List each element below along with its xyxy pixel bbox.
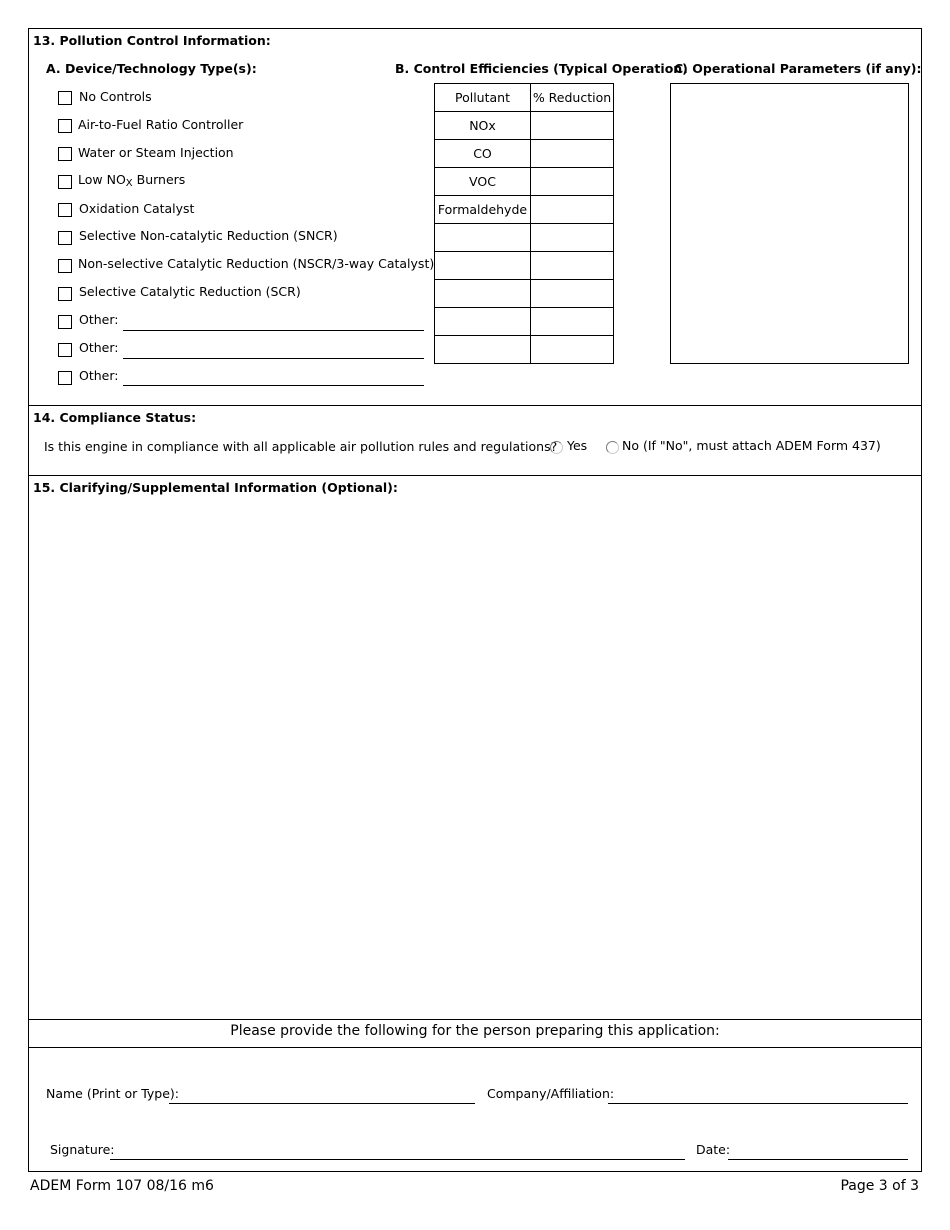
supplemental-info-input[interactable]	[30, 500, 920, 1016]
other-1-checkbox[interactable]	[58, 315, 72, 329]
pollutant-input[interactable]	[435, 308, 531, 336]
section-divider	[28, 1047, 922, 1048]
sncr-label: Selective Non-catalytic Reduction (SNCR)	[79, 228, 338, 243]
table-row	[435, 112, 614, 140]
other-2-label: Other:	[79, 340, 119, 355]
form-id: ADEM Form 107 08/16 m6	[30, 1178, 214, 1194]
compliance-yes-radio[interactable]	[550, 441, 563, 454]
name-label: Name (Print or Type):	[46, 1086, 180, 1101]
reduction-input[interactable]	[531, 336, 614, 364]
scr-checkbox[interactable]	[58, 287, 72, 301]
other-2-input[interactable]	[123, 358, 424, 359]
table-row	[435, 308, 614, 336]
section-15-title: 15. Clarifying/Supplemental Information (Optional):	[33, 480, 398, 495]
other-3-label: Other:	[79, 368, 119, 383]
pollutant-header: Pollutant	[435, 84, 531, 112]
section-14-title: 14. Compliance Status:	[33, 410, 197, 425]
air-fuel-ratio-label: Air-to-Fuel Ratio Controller	[78, 117, 244, 132]
table-row	[435, 196, 614, 224]
pollutant-cell: CO	[435, 140, 531, 168]
compliance-no-radio[interactable]	[606, 441, 619, 454]
other-3-checkbox[interactable]	[58, 371, 72, 385]
table-row	[435, 224, 614, 252]
table-row	[435, 280, 614, 308]
section-divider	[28, 1019, 922, 1020]
date-input[interactable]	[728, 1159, 908, 1160]
company-label: Company/Affiliation:	[487, 1086, 615, 1101]
device-type-heading: A. Device/Technology Type(s):	[46, 61, 257, 76]
section-13-title: 13. Pollution Control Information:	[33, 33, 271, 48]
oxidation-catalyst-label: Oxidation Catalyst	[79, 201, 195, 216]
pollutant-input[interactable]	[435, 336, 531, 364]
reduction-input[interactable]	[531, 112, 614, 140]
nscr-label: Non-selective Catalytic Reduction (NSCR/3-way Catalyst)	[78, 256, 435, 271]
reduction-input[interactable]	[531, 196, 614, 224]
water-steam-injection-label: Water or Steam Injection	[78, 145, 234, 160]
table-row	[435, 336, 614, 364]
table-row	[435, 140, 614, 168]
reduction-input[interactable]	[531, 280, 614, 308]
compliance-question: Is this engine in compliance with all applicable air pollution rules and regulations?	[44, 439, 558, 454]
signature-input[interactable]	[110, 1159, 685, 1160]
other-1-input[interactable]	[123, 330, 424, 331]
reduction-header: % Reduction	[531, 84, 614, 112]
pollutant-cell: VOC	[435, 168, 531, 196]
reduction-input[interactable]	[531, 168, 614, 196]
scr-label: Selective Catalytic Reduction (SCR)	[79, 284, 301, 299]
low-nox-burners-checkbox[interactable]	[58, 175, 72, 189]
table-header-row	[435, 84, 614, 112]
nscr-checkbox[interactable]	[58, 259, 72, 273]
no-controls-label: No Controls	[79, 89, 152, 104]
table-row	[435, 252, 614, 280]
control-efficiencies-table	[434, 83, 614, 364]
oxidation-catalyst-checkbox[interactable]	[58, 203, 72, 217]
sncr-checkbox[interactable]	[58, 231, 72, 245]
table-row	[435, 168, 614, 196]
name-input[interactable]	[169, 1103, 475, 1104]
other-1-label: Other:	[79, 312, 119, 327]
pollutant-cell: NOx	[435, 112, 531, 140]
reduction-input[interactable]	[531, 308, 614, 336]
no-controls-checkbox[interactable]	[58, 91, 72, 105]
other-3-input[interactable]	[123, 385, 424, 386]
water-steam-injection-checkbox[interactable]	[58, 147, 72, 161]
page-number: Page 3 of 3	[840, 1178, 919, 1194]
reduction-input[interactable]	[531, 224, 614, 252]
pollutant-input[interactable]	[435, 224, 531, 252]
air-fuel-ratio-checkbox[interactable]	[58, 119, 72, 133]
operational-parameters-input[interactable]	[670, 83, 909, 364]
pollutant-input[interactable]	[435, 280, 531, 308]
control-efficiencies-heading: B. Control Efficiencies (Typical Operation)	[395, 61, 688, 76]
low-nox-burners-label: Low NOX Burners	[78, 172, 186, 189]
date-label: Date:	[696, 1142, 731, 1157]
signature-label: Signature:	[50, 1142, 115, 1157]
reduction-input[interactable]	[531, 252, 614, 280]
pollutant-cell: Formaldehyde	[435, 196, 531, 224]
compliance-no-label: No (If "No", must attach ADEM Form 437)	[622, 438, 881, 453]
preparer-instruction: Please provide the following for the person preparing this application:	[230, 1023, 720, 1039]
company-input[interactable]	[608, 1103, 908, 1104]
section-divider	[28, 475, 922, 476]
operational-parameters-heading: C. Operational Parameters (if any):	[674, 61, 922, 76]
pollutant-input[interactable]	[435, 252, 531, 280]
reduction-input[interactable]	[531, 140, 614, 168]
other-2-checkbox[interactable]	[58, 343, 72, 357]
compliance-yes-label: Yes	[567, 438, 588, 453]
section-divider	[28, 405, 922, 406]
